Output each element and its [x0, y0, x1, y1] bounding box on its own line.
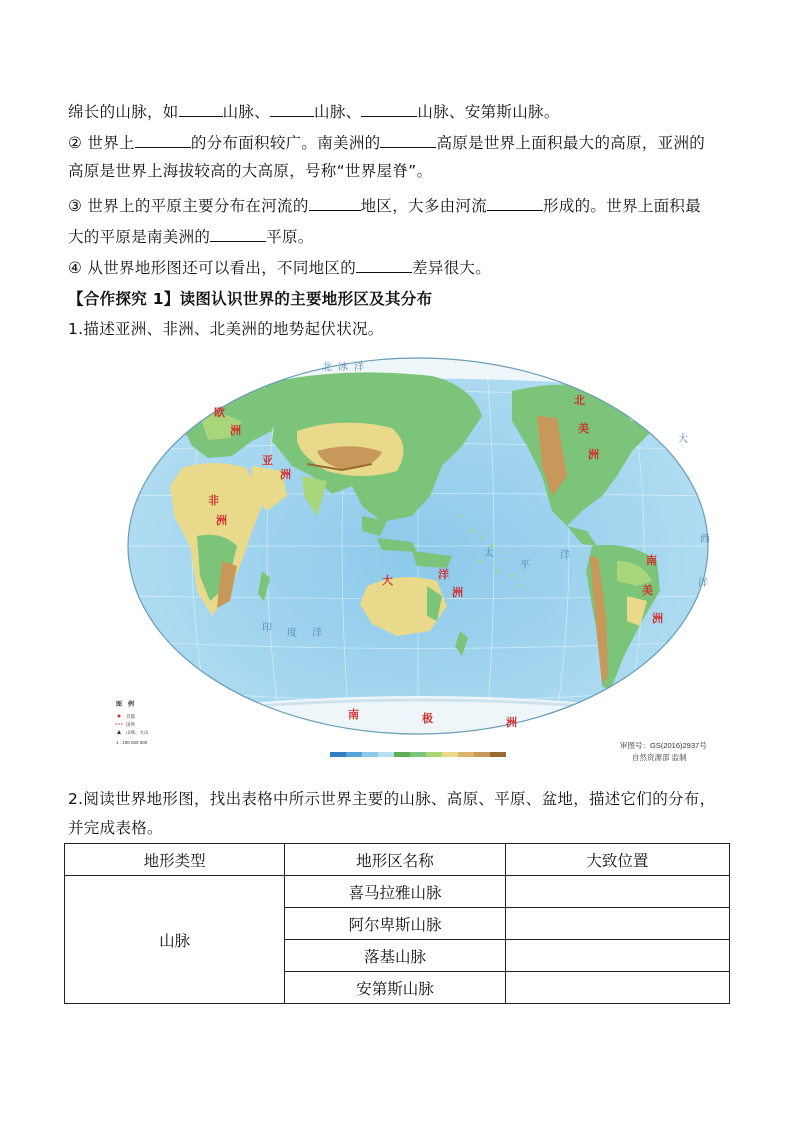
- text-line-1: [68, 98, 728, 125]
- world-topographic-map: [112, 346, 724, 770]
- label-char: 冰: [338, 362, 348, 373]
- text-fragment: 地区，大多由河流: [360, 197, 488, 215]
- location-cell[interactable]: [505, 940, 729, 972]
- header-region-name: 地形区名称: [285, 844, 505, 876]
- label-char: 欧: [214, 407, 225, 419]
- text-fragment: 高原是世界上面积最大的高原，亚洲的: [436, 134, 706, 152]
- fill-blank[interactable]: [487, 192, 543, 211]
- fill-blank[interactable]: [356, 254, 412, 273]
- elevation-colorbar: [330, 752, 506, 757]
- publisher: 自然资源部 监制: [632, 753, 687, 762]
- label-char: 平: [520, 560, 530, 571]
- label-char: 洲: [230, 425, 241, 437]
- map-legend: [115, 700, 149, 745]
- label-char: 洋: [354, 362, 364, 373]
- legend-item: 国界: [126, 722, 135, 727]
- fill-blank[interactable]: [361, 98, 417, 117]
- label-char: 洲: [452, 587, 463, 599]
- label-char: 非: [208, 495, 219, 507]
- text-fragment: 高原是世界上海拔较高的大高原，号称“世界屋脊”。: [68, 162, 433, 180]
- text-line-2: [68, 129, 728, 156]
- text-fragment: 形成的。世界上面积最: [543, 197, 702, 215]
- label-char: 美: [578, 423, 589, 435]
- label-char: 美: [642, 585, 653, 597]
- label-char: 洋: [560, 550, 570, 561]
- label-char: 印: [262, 623, 272, 634]
- label-char: 度: [287, 628, 297, 639]
- text-fragment: 山脉、安第斯山脉。: [417, 103, 560, 121]
- fill-blank[interactable]: [270, 98, 314, 117]
- label-char: 北: [574, 395, 585, 407]
- map-globe: [112, 346, 724, 770]
- legend-title: 图 例: [116, 702, 135, 708]
- antarctica: [132, 696, 704, 746]
- table-header-row: [65, 844, 730, 876]
- region-name-cell: 阿尔卑斯山脉: [285, 908, 505, 940]
- text-fragment: 大的平原是南美洲的: [68, 228, 211, 246]
- region-name-cell: 落基山脉: [285, 940, 505, 972]
- map-approval-info: [620, 740, 707, 762]
- label-char: 洲: [652, 613, 663, 625]
- question-1: 1.描述亚洲、非洲、北美洲的地势起伏状况。: [68, 320, 384, 338]
- label-char: 大: [678, 434, 688, 445]
- capital-symbol: [118, 715, 121, 718]
- legend-item: 山峰、火山: [126, 730, 149, 735]
- header-terrain-type: 地形类型: [65, 844, 285, 876]
- text-fragment: 的分布面积较广。南美洲的: [190, 134, 381, 152]
- map-scale: 1 : 100 000 000: [116, 740, 148, 745]
- label-char: 南: [348, 709, 359, 721]
- text-line-3: [68, 158, 728, 184]
- text-line-4: [68, 192, 728, 219]
- section-heading: 【合作探究 1】读图认识世界的主要地形区及其分布: [68, 290, 433, 308]
- terrain-type-cell: 山脉: [65, 876, 285, 1004]
- label-char: 亚: [262, 455, 273, 467]
- text-fragment: 差异很大。: [412, 259, 492, 277]
- label-char: 洲: [280, 469, 291, 481]
- label-char: 南: [646, 555, 657, 567]
- label-char: 洲: [216, 515, 227, 527]
- label-char: 大: [382, 575, 393, 587]
- peak-icon: [117, 730, 121, 734]
- fill-blank[interactable]: [380, 129, 436, 148]
- label-char: 洋: [438, 569, 449, 581]
- approval-number: 审图号：GS(2016)2937号: [620, 741, 707, 750]
- label-char: 洲: [506, 717, 517, 729]
- region-name-cell: 喜马拉雅山脉: [285, 876, 505, 908]
- text-fragment: 山脉、: [314, 103, 362, 121]
- question-2-line-2: 并完成表格。: [68, 819, 163, 837]
- table-row: [65, 876, 730, 908]
- text-fragment: ③ 世界上的平原主要分布在河流的: [68, 197, 309, 215]
- text-line-5: [68, 223, 728, 250]
- label-char: 洲: [588, 449, 599, 461]
- label-char: 西: [700, 534, 710, 545]
- text-fragment: 山脉、: [222, 103, 271, 121]
- label-char: 极: [422, 713, 433, 725]
- fill-blank[interactable]: [179, 98, 223, 117]
- label-char: 洋: [312, 628, 322, 639]
- terrain-table: [64, 843, 730, 1004]
- label-char: 洋: [698, 578, 708, 589]
- question-2-line-1: 2.阅读世界地形图，找出表格中所示世界主要的山脉、高原、平原、盆地，描述它们的分布，: [68, 790, 716, 808]
- region-name-cell: 安第斯山脉: [285, 972, 505, 1004]
- text-fragment: 平原。: [266, 228, 314, 246]
- location-cell[interactable]: [505, 972, 729, 1004]
- text-fragment: ④ 从世界地形图还可以看出，不同地区的: [68, 259, 357, 277]
- location-cell[interactable]: [505, 876, 729, 908]
- legend-item: 首都: [126, 714, 135, 719]
- fill-blank[interactable]: [210, 223, 266, 242]
- text-fragment: ② 世界上: [68, 134, 135, 152]
- label-char: 太: [484, 548, 494, 559]
- text-line-6: [68, 254, 728, 281]
- fill-blank[interactable]: [135, 129, 191, 148]
- header-location: 大致位置: [505, 844, 729, 876]
- location-cell[interactable]: [505, 908, 729, 940]
- text-fragment: 绵长的山脉，如: [68, 103, 179, 121]
- label-char: 北: [322, 362, 332, 373]
- fill-blank[interactable]: [309, 192, 361, 211]
